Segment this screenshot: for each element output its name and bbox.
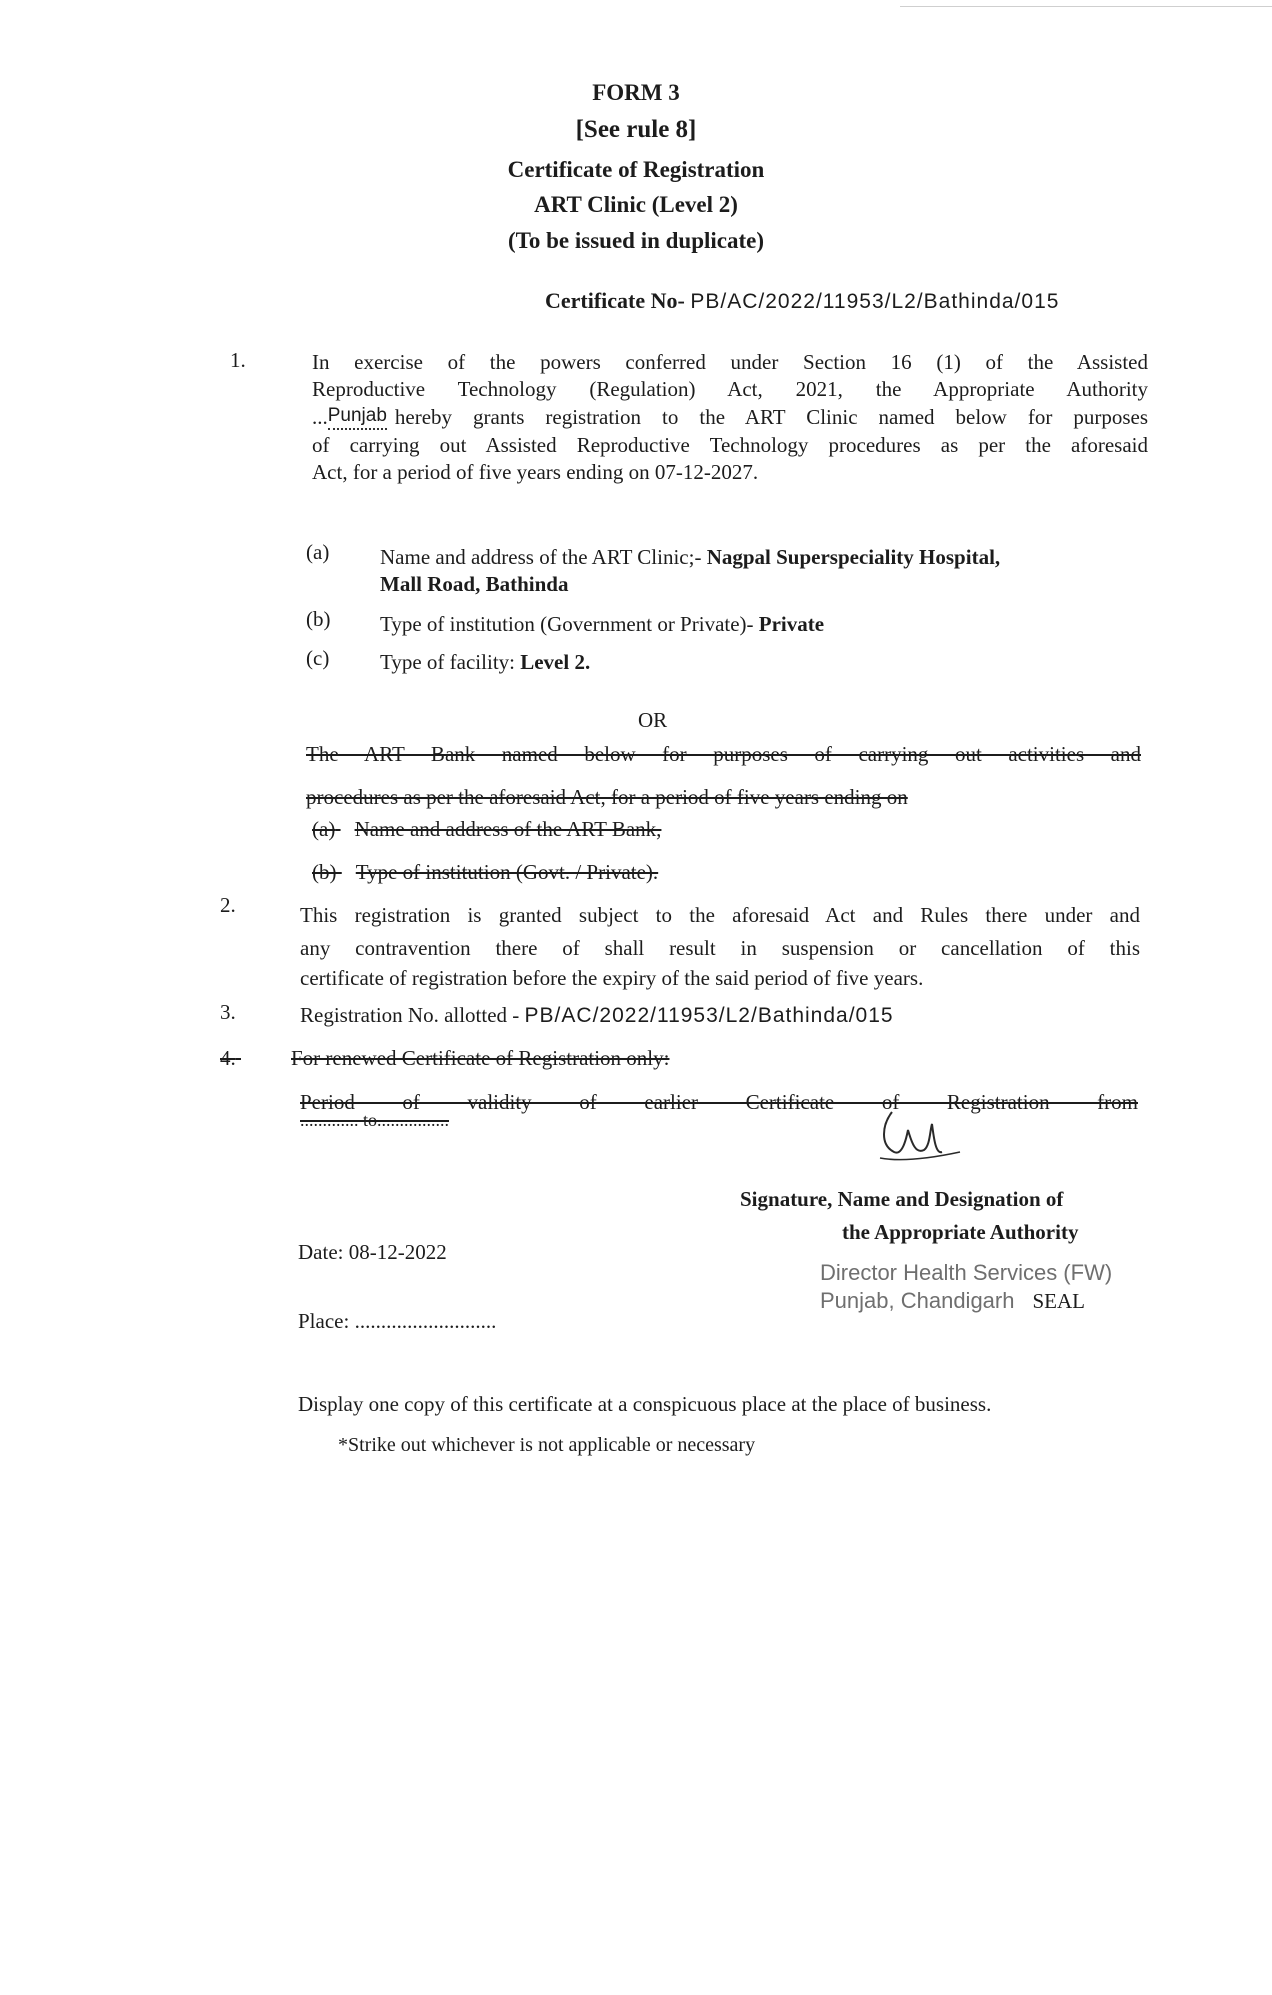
clinic-level-heading: ART Clinic (Level 2) xyxy=(534,192,738,217)
clinic-name: Nagpal Superspeciality Hospital, xyxy=(706,545,1001,569)
dots: ... xyxy=(312,405,328,429)
art-bank-line: The ART Bank named below for purposes of carrying out activities and xyxy=(306,742,1141,766)
authority-state: Punjab xyxy=(328,405,387,430)
clinic-name-address xyxy=(380,545,1000,570)
clause-1-line: Reproductive Technology (Regulation) Act, 2021, the Appropriate Authority xyxy=(312,377,1148,401)
clause-4-line xyxy=(220,1046,669,1071)
item-text: Type of institution (Government or Private)- xyxy=(380,612,754,636)
certificate-number: PB/AC/2022/11953/L2/Bathinda/015 xyxy=(690,290,1060,313)
item-label: (c) xyxy=(306,646,330,670)
clause-1-line: Act, for a period of five years ending on 07-12-2027. xyxy=(312,460,759,484)
signature-caption-line1: Signature, Name and Designation of xyxy=(740,1187,1064,1211)
date-line xyxy=(298,1240,447,1265)
authority-stamp-line2 xyxy=(820,1288,1085,1314)
institution-type-value: Private xyxy=(758,612,825,636)
certificate-title: Certificate of Registration xyxy=(507,157,765,182)
clause-4-line: ............. to................ xyxy=(300,1110,450,1130)
clause-4-number: 4. xyxy=(220,1046,236,1070)
scan-edge-line xyxy=(900,6,1272,7)
item-text: Type of institution (Govt. / Private). xyxy=(355,860,659,884)
art-bank-item xyxy=(312,817,661,842)
rule-reference: [See rule 8] xyxy=(575,116,697,143)
clinic-address: Mall Road, Bathinda xyxy=(380,572,569,596)
item-label: (b) xyxy=(306,607,331,631)
clause-2-line: certificate of registration before the expiry of the said period of five years. xyxy=(300,966,924,990)
clause-1-line: In exercise of the powers conferred under Section 16 (1) of the Assisted xyxy=(312,350,1148,374)
signature-caption-line2: the Appropriate Authority xyxy=(842,1220,1079,1244)
strike-out-note: *Strike out whichever is not applicable or necessary xyxy=(338,1434,756,1456)
certificate-number-label: Certificate No- xyxy=(545,288,685,313)
or-divider: OR xyxy=(638,708,668,732)
clause-4-line: Period of validity of earlier Certificate of Registration from xyxy=(300,1090,1138,1114)
clause-1-number: 1. xyxy=(230,348,246,372)
registration-number: PB/AC/2022/11953/L2/Bathinda/015 xyxy=(524,1004,894,1027)
item-text: Name and address of the ART Clinic;- xyxy=(380,545,702,569)
clause-2-line: This registration is granted subject to the aforesaid Act and Rules there under and xyxy=(300,903,1140,927)
clause-2-line: any contravention there of shall result in suspension or cancellation of this xyxy=(300,936,1140,960)
clause-4-text: For renewed Certificate of Registration only: xyxy=(291,1046,670,1070)
seal-label: SEAL xyxy=(1032,1289,1085,1313)
certificate-number-line xyxy=(545,288,1059,314)
place-line xyxy=(298,1309,496,1334)
duplicate-note: (To be issued in duplicate) xyxy=(507,228,765,253)
authority-stamp-line1: Director Health Services (FW) xyxy=(820,1260,1113,1285)
facility-type xyxy=(380,650,590,675)
signature-mark xyxy=(872,1100,962,1170)
clause-1-line: of carrying out Assisted Reproductive Technology procedures as per the aforesaid xyxy=(312,433,1148,457)
facility-type-value: Level 2. xyxy=(520,650,591,674)
place-label: Place: xyxy=(298,1309,350,1333)
item-label: (a) xyxy=(312,817,336,841)
registration-number-line xyxy=(300,1003,894,1028)
clause-1-line xyxy=(312,405,1148,430)
display-note: Display one copy of this certificate at a conspicuous place at the place of business. xyxy=(298,1392,992,1416)
institution-type xyxy=(380,612,824,637)
art-bank-item xyxy=(312,860,658,885)
item-text: Type of facility: xyxy=(380,650,515,674)
stamp-location: Punjab, Chandigarh xyxy=(820,1288,1015,1313)
item-label: (b) xyxy=(312,860,337,884)
registration-number-label: Registration No. allotted - xyxy=(300,1003,520,1027)
clause-1-line-text: hereby grants registration to the ART Clinic named below for purposes xyxy=(394,405,1148,429)
item-text: Name and address of the ART Bank, xyxy=(354,817,662,841)
art-bank-line: procedures as per the aforesaid Act, for a period of five years ending on xyxy=(306,785,908,809)
form-number: FORM 3 xyxy=(592,80,680,105)
clause-2-number: 2. xyxy=(220,893,236,917)
date-value: 08-12-2022 xyxy=(348,1240,447,1264)
item-label: (a) xyxy=(306,540,330,564)
place-value: ........................... xyxy=(354,1309,497,1333)
date-label: Date: xyxy=(298,1240,344,1264)
clause-3-number: 3. xyxy=(220,1000,236,1024)
